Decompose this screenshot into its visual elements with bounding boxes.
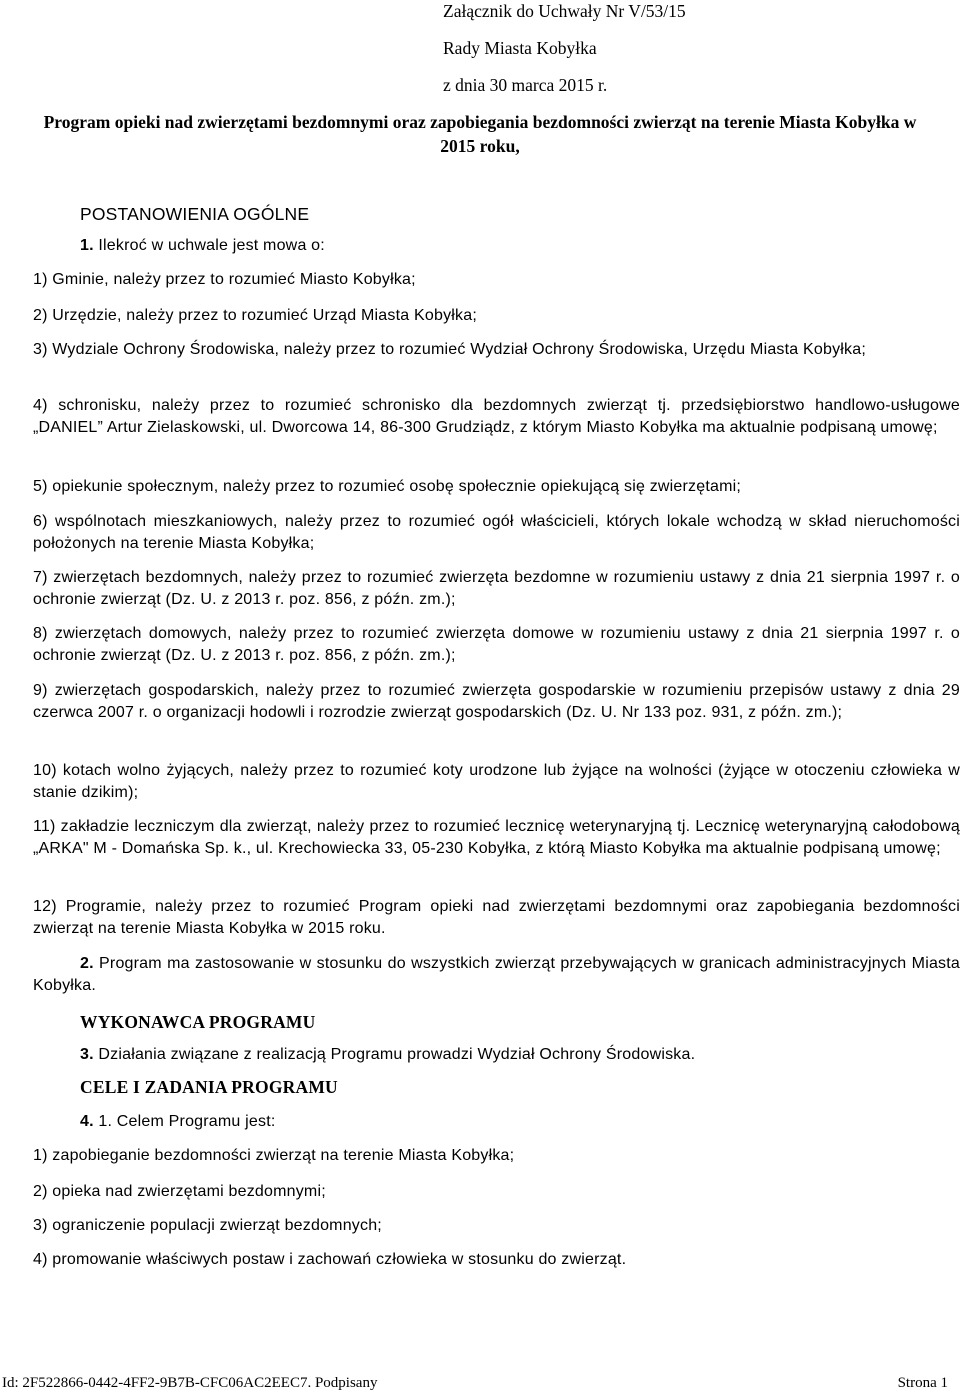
definition-item: 8) zwierzętach domowych, należy przez to rozumieć zwierzęta domowe w rozumieniu ustawy z dnia 21 sierpnia 1997 r. o ochronie zwierząt (Dz. U. z 2013 r. poz. 856, z późn. zm.); xyxy=(33,625,960,664)
header-council-line: Rady Miasta Kobyłka xyxy=(443,38,597,58)
definition-item: 1) Gminie, należy przez to rozumieć Miasto Kobyłka; xyxy=(33,271,416,288)
definition-item: 10) kotach wolno żyjących, należy przez to rozumieć koty urodzone lub żyjące na wolności (żyjące w otoczeniu człowieka w stanie dzikim); xyxy=(33,762,960,801)
definition-item: 6) wspólnotach mieszkaniowych, należy przez to rozumieć ogół właścicieli, których lokale wchodzą w skład nieruchomości położonych na terenie Miasta Kobyłka; xyxy=(33,513,960,552)
paragraph-number: 4. xyxy=(80,1113,94,1130)
goal-item: 2) opieka nad zwierzętami bezdomnymi; xyxy=(33,1183,326,1200)
paragraph-number: 1. xyxy=(80,237,94,254)
paragraph-number: 3. xyxy=(80,1046,94,1063)
paragraph-number: 2. xyxy=(80,955,94,972)
paragraph-text: Ilekroć w uchwale jest mowa o: xyxy=(93,237,325,254)
paragraph-3 xyxy=(80,1044,960,1066)
definition-item: 11) zakładzie leczniczym dla zwierząt, należy przez to rozumieć lecznicę weterynaryjną tj. Lecznicę weterynaryjną całodobową „ARKA" M - Domańska Sp. k., ul. Krechowiecka 33, 05-230 Kobyłka, z którą Miasto Kobyłka ma aktualnie podpisaną umowę; xyxy=(33,818,960,857)
definition-item: 5) opiekunie społecznym, należy przez to rozumieć osobę społecznie opiekującą się zwierzętami; xyxy=(33,478,742,495)
document-title: Program opieki nad zwierzętami bezdomnymi oraz zapobiegania bezdomności zwierząt na terenie Miasta Kobyłka w 2015 roku, xyxy=(43,112,917,156)
section-heading-goals: CELE I ZADANIA PROGRAMU xyxy=(80,1077,338,1097)
paragraph-1 xyxy=(80,235,960,257)
paragraph-text: 1. Celem Programu jest: xyxy=(93,1113,276,1130)
definition-item: 9) zwierzętach gospodarskich, należy przez to rozumieć zwierzęta gospodarskie w rozumieniu przepisów ustawy z dnia 29 czerwca 2007 r. o organizacji hodowli i rozrodzie zwierząt gospodarskich (Dz. U. Nr 133 poz. 931, z późn. zm.); xyxy=(33,682,960,721)
goal-item: 1) zapobieganie bezdomności zwierząt na terenie Miasta Kobyłka; xyxy=(33,1147,515,1164)
paragraph-text: Działania związane z realizacją Programu prowadzi Wydział Ochrony Środowiska. xyxy=(93,1046,696,1063)
definition-item: 4) schronisku, należy przez to rozumieć schronisko dla bezdomnych zwierząt tj. przedsiębiorstwo handlowo-usługowe „DANIEL” Artur Zielaskowski, ul. Dworcowa 14, 86-300 Grudziądz, z którym Miasto Kobyłka ma aktualnie podpisaną umowę; xyxy=(33,397,960,436)
goal-item: 3) ograniczenie populacji zwierząt bezdomnych; xyxy=(33,1217,382,1234)
definition-item: 3) Wydziale Ochrony Środowiska, należy przez to rozumieć Wydział Ochrony Środowiska, Urzędu Miasta Kobyłka; xyxy=(33,341,866,358)
definition-item: 2) Urzędzie, należy przez to rozumieć Urząd Miasta Kobyłka; xyxy=(33,307,477,324)
section-heading-general: POSTANOWIENIA OGÓLNE xyxy=(80,204,310,224)
footer-page-number: Strona 1 xyxy=(897,1375,948,1391)
header-date-line: z dnia 30 marca 2015 r. xyxy=(443,75,608,95)
footer-document-id: Id: 2F522866-0442-4FF2-9B7B-CFC06AC2EEC7. Podpisany xyxy=(2,1375,378,1391)
paragraph-2 xyxy=(33,953,960,997)
definition-item: 7) zwierzętach bezdomnych, należy przez to rozumieć zwierzęta bezdomne w rozumieniu ustawy z dnia 21 sierpnia 1997 r. o ochronie zwierząt (Dz. U. z 2013 r. poz. 856, z późn. zm.); xyxy=(33,569,960,608)
paragraph-4 xyxy=(80,1111,960,1133)
paragraph-text: Program ma zastosowanie w stosunku do wszystkich zwierząt przebywających w granicach administracyjnych Miasta Kobyłka. xyxy=(33,955,960,994)
definition-item: 12) Programie, należy przez to rozumieć Program opieki nad zwierzętami bezdomnymi oraz zapobiegania bezdomności zwierząt na terenie Miasta Kobyłka w 2015 roku. xyxy=(33,898,960,937)
section-heading-executor: WYKONAWCA PROGRAMU xyxy=(80,1012,316,1032)
header-attachment-line: Załącznik do Uchwały Nr V/53/15 xyxy=(443,1,686,21)
goal-item: 4) promowanie właściwych postaw i zachowań człowieka w stosunku do zwierząt. xyxy=(33,1251,627,1268)
attachment-header xyxy=(443,0,923,111)
